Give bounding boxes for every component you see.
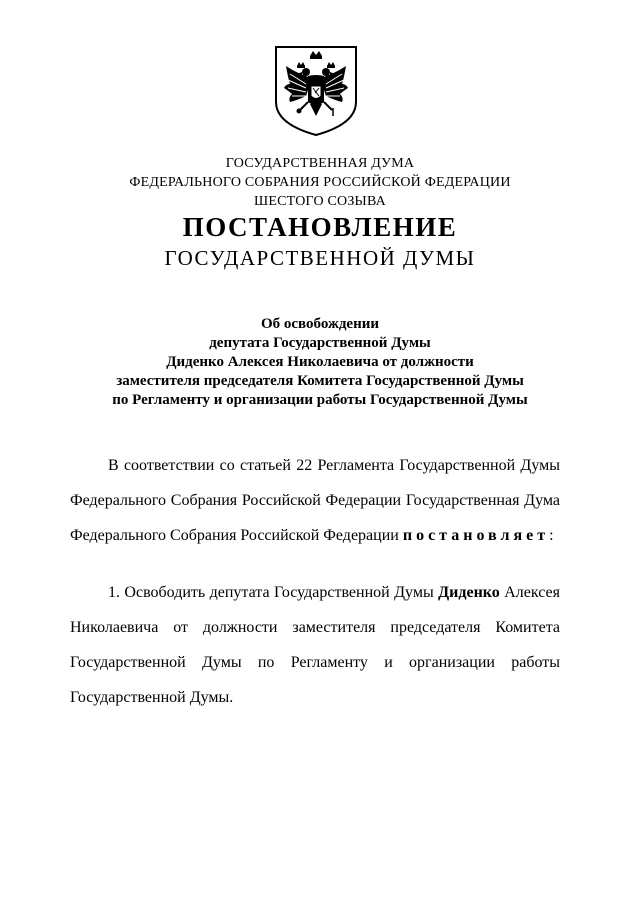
clause-1-paragraph [70,575,560,715]
header-line-3: ШЕСТОГО СОЗЫВА [254,194,386,209]
preamble-line-3-end: : [549,527,554,544]
clause-1-line-1-end: Алексея [499,584,560,601]
document-issuer-subtitle: ГОСУДАРСТВЕННОЙ ДУМЫ [164,246,476,270]
clause-1-line-4: Государственной Думы. [70,689,234,706]
subject-line-4: заместителя председателя Комитета Государственной Думы [116,373,524,389]
subject-line-2: депутата Государственной Думы [209,335,431,351]
subject-line-3: Диденко Алексея Николаевича от должности [166,354,474,370]
preamble-line-1 [70,448,560,483]
document-type-title: ПОСТАНОВЛЕНИЕ [182,212,458,242]
preamble-line-1-text: В соответствии со статьей 22 Регламента Государственной Думы [108,457,560,474]
header-line-1: ГОСУДАРСТВЕННАЯ ДУМА [225,156,415,171]
preamble-line-2: Федерального Собрания Российской Федерации Государственная Дума [70,492,560,509]
document-subject [0,315,640,410]
preamble-paragraph [70,448,560,553]
preamble-line-3 [70,518,560,553]
subject-line-5: по Регламенту и организации работы Государственной Думы [112,392,528,408]
clause-1-line-2: Николаевича от должности заместителя председателя Комитета [70,619,560,636]
clause-1-line-1 [70,575,560,610]
deputy-surname: Диденко [438,584,500,601]
clause-1-line-1-text: 1. Освободить депутата Государственной Думы [108,584,439,601]
header-line-2: ФЕДЕРАЛЬНОГО СОБРАНИЯ РОССИЙСКОЙ ФЕДЕРАЦИИ [129,175,511,190]
russian-coat-of-arms-icon [272,44,360,138]
subject-line-1: Об освобождении [260,316,380,332]
preamble-line-3-text: Федерального Собрания Российской Федерации [70,527,403,544]
issuing-body-header [0,154,640,211]
clause-1-line-3: Государственной Думы по Регламенту и организации работы [70,654,560,671]
resolves-keyword: постановляет [402,527,550,544]
